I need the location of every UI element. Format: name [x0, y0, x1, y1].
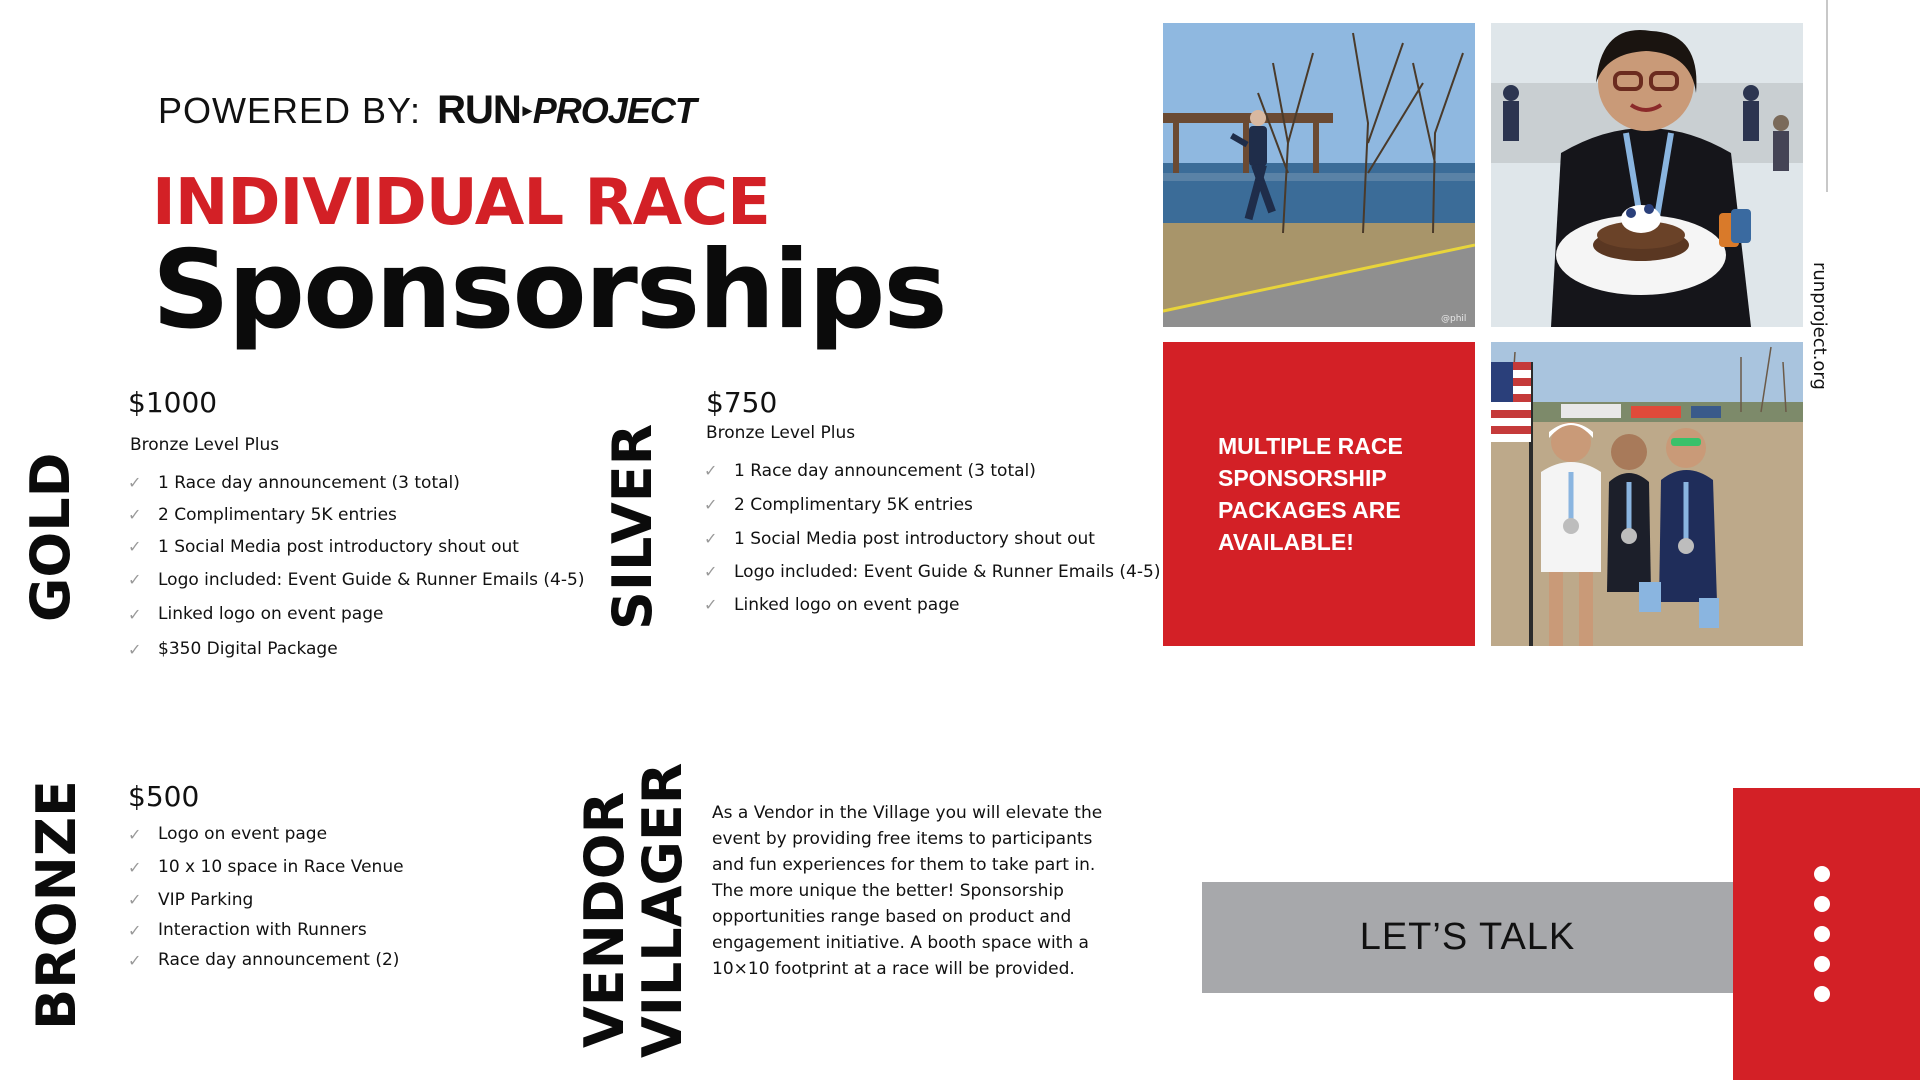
- run-project-logo: [437, 88, 696, 133]
- feature-item: [128, 563, 584, 596]
- check-icon: ✓: [128, 537, 142, 556]
- feature-text: 1 Race day announcement (3 total): [734, 460, 1036, 481]
- gold-subtitle: Bronze Level Plus: [130, 435, 280, 455]
- check-icon: ✓: [128, 950, 142, 970]
- feature-item: [128, 632, 584, 666]
- check-icon: ✓: [704, 595, 718, 614]
- bronze-label: BRONZE: [25, 780, 88, 1030]
- feature-item: [128, 499, 584, 530]
- logo-run-text: RUN: [437, 88, 521, 132]
- feature-text: 2 Complimentary 5K entries: [158, 504, 397, 525]
- logo-arrow-icon: ▸: [522, 100, 531, 120]
- feature-text: Linked logo on event page: [158, 604, 384, 624]
- feature-item: [128, 466, 584, 499]
- dot: [1814, 986, 1830, 1002]
- check-icon: ✓: [128, 824, 142, 844]
- feature-item: [704, 487, 1160, 522]
- feature-text: 10 x 10 space in Race Venue: [158, 857, 404, 877]
- dot: [1814, 866, 1830, 882]
- feature-item: [128, 596, 584, 632]
- silver-feature-list: [704, 454, 1160, 621]
- title-line-1: INDIVIDUAL RACE: [152, 166, 770, 240]
- feature-text: 1 Social Media post introductory shout out: [158, 536, 519, 557]
- gold-price: $1000: [128, 386, 218, 419]
- divider-line: [1826, 0, 1828, 192]
- silver-price: $750: [706, 386, 778, 419]
- feature-item: [128, 850, 404, 884]
- powered-by: [158, 88, 696, 133]
- feature-item: [704, 454, 1160, 487]
- check-icon: ✓: [704, 529, 718, 548]
- check-icon: ✓: [128, 920, 142, 940]
- check-icon: ✓: [128, 890, 142, 909]
- vendor-label: VENDOR: [573, 791, 636, 1048]
- pancake-photo: [1491, 23, 1803, 327]
- powered-by-label: POWERED BY:: [158, 89, 422, 131]
- logo-project-text: PROJECT: [532, 89, 696, 131]
- check-icon: ✓: [704, 461, 718, 480]
- feature-text: $350 Digital Package: [158, 639, 338, 659]
- feature-text: Race day announcement (2): [158, 950, 400, 970]
- check-icon: ✓: [128, 604, 142, 624]
- check-icon: ✓: [128, 857, 142, 877]
- feature-item: [128, 915, 404, 945]
- silver-subtitle: Bronze Level Plus: [706, 423, 856, 443]
- dot: [1814, 956, 1830, 972]
- dot: [1814, 926, 1830, 942]
- promo-text: MULTIPLE RACE SPONSORSHIP PACKAGES ARE AVAILABLE!: [1218, 433, 1403, 555]
- website-url[interactable]: runproject.org: [1809, 262, 1830, 390]
- feature-text: 1 Race day announcement (3 total): [158, 472, 460, 493]
- feature-item: [128, 530, 584, 563]
- silver-label: SILVER: [601, 423, 664, 630]
- feature-text: Logo included: Event Guide & Runner Emails (4-5): [734, 561, 1161, 582]
- villager-label: VILLAGER: [631, 762, 694, 1058]
- photo-watermark: @phil: [1441, 314, 1467, 324]
- lets-talk-button[interactable]: LET’S TALK: [1202, 882, 1733, 993]
- feature-text: Logo included: Event Guide & Runner Emails (4-5): [158, 569, 585, 590]
- feature-text: Linked logo on event page: [734, 594, 960, 615]
- feature-item: [704, 522, 1160, 555]
- feature-item: [704, 555, 1160, 588]
- feature-item: [128, 818, 404, 850]
- bronze-feature-list: [128, 818, 404, 975]
- feature-text: 2 Complimentary 5K entries: [734, 494, 973, 515]
- runner-photo: [1163, 23, 1475, 327]
- check-icon: ✓: [704, 562, 718, 581]
- feature-item: [128, 884, 404, 915]
- gold-label: GOLD: [19, 452, 82, 622]
- check-icon: ✓: [704, 495, 718, 514]
- feature-item: [128, 945, 404, 975]
- check-icon: ✓: [128, 570, 142, 589]
- feature-text: 1 Social Media post introductory shout out: [734, 528, 1095, 549]
- dot: [1814, 896, 1830, 912]
- feature-text: Logo on event page: [158, 824, 328, 844]
- more-dots-icon: [1814, 866, 1830, 1002]
- check-icon: ✓: [128, 505, 142, 524]
- gold-feature-list: [128, 466, 584, 666]
- bronze-price: $500: [128, 780, 200, 813]
- page-title: Sponsorships: [152, 228, 946, 353]
- feature-text: VIP Parking: [158, 889, 254, 910]
- check-icon: ✓: [128, 473, 142, 492]
- feature-text: Interaction with Runners: [158, 920, 367, 940]
- check-icon: ✓: [128, 639, 142, 659]
- vendor-description: As a Vendor in the Village you will elevate the event by providing free items to participants and fun experiences for them to take part in. The more unique the better! Sponsorship opportunities range based on product and engagement initiative. A booth space with a 10×10 footprint at a race will be provided.: [712, 803, 1103, 979]
- group-photo: [1491, 342, 1803, 646]
- feature-item: [704, 588, 1160, 621]
